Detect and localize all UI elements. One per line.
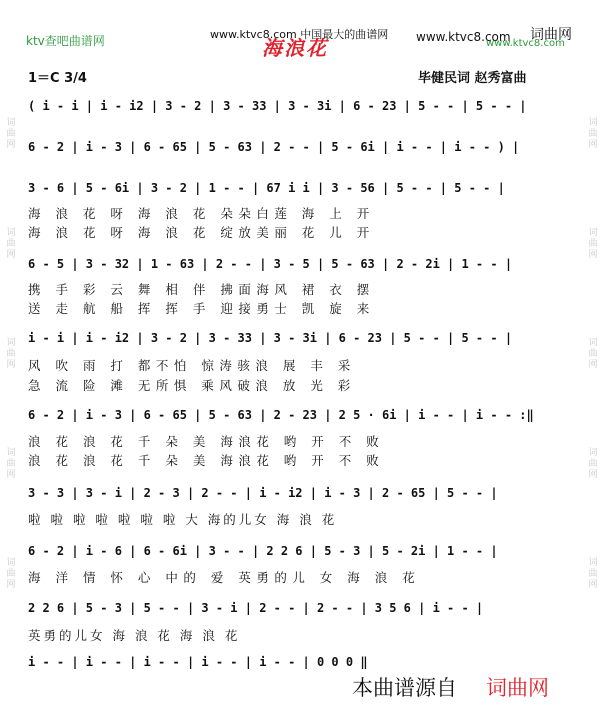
footer-source: 本曲谱源自 [352,676,457,700]
side-watermark: 词曲网 [588,338,598,370]
side-watermark: 词曲网 [6,448,16,480]
notation-row [0,650,604,674]
notation-row [0,326,604,350]
lyric-line: 浪 花 浪 花 千 朵 美 海浪花 哟 开 不 败 [28,434,385,449]
site-url-center: www.ktvc8.com 中国最大的曲谱网 [210,28,389,41]
side-watermark: 词曲网 [588,118,598,150]
lyric-line: 急 流 险 滩 无所惧 乘风破浪 放 光 彩 [28,378,356,393]
footer-brand: 词曲网 [486,676,549,700]
side-watermark: 词曲网 [6,558,16,590]
lyric-line: 海 浪 花 呀 海 浪 花 绽放美丽 花 儿 开 [28,225,375,240]
notation-text: 3 - 6 | 5 - 6i | 3 - 2 | 1 - - | 67 i i | 3 - 56 | 5 - - | 5 - - | [28,181,505,195]
notation-row [0,252,604,276]
notation-text: 6 - 2 | i - 6 | 6 - 6i | 3 - - | 2 2 6 | 5 - 3 | 5 - 2i | 1 - - | [28,544,498,558]
notation-text: 6 - 5 | 3 - 32 | 1 - 63 | 2 - - | 3 - 5 | 5 - 63 | 2 - 2i | 1 - - | [28,257,513,271]
side-watermark: 词曲网 [6,118,16,150]
side-watermark: 词曲网 [588,448,598,480]
notation-text: i - - | i - - | i - - | i - - | i - - | 0 0 0 ‖ [28,655,368,669]
lyric-line: 啦 啦 啦 啦 啦 啦 啦 大 海的儿女 海 浪 花 [28,512,338,527]
notation-text: ( i - i | i - i2 | 3 - 2 | 3 - 33 | 3 - 3i | 6 - 23 | 5 - - | 5 - - | [28,99,527,113]
url-watermark: www.ktvc8.com [486,38,565,49]
lyric-line: 浪 花 浪 花 千 朵 美 海浪花 哟 开 不 败 [28,453,385,468]
key-signature: 1＝C 3/4 [28,71,87,86]
side-watermark: 词曲网 [6,338,16,370]
site-name-left: ktv查吧曲谱网 [26,34,105,48]
notation-row [0,176,604,200]
notation-row [0,135,604,159]
song-title: 海浪花 [262,36,328,60]
notation-row [0,539,604,563]
notation-text: 6 - 2 | i - 3 | 6 - 65 | 5 - 63 | 2 - 23 | 2 5 · 6i | i - - | i - - :‖ [28,408,534,422]
lyric-line: 海 浪 花 呀 海 浪 花 朵朵白莲 海 上 开 [28,206,375,221]
notation-text: i - i | i - i2 | 3 - 2 | 3 - 33 | 3 - 3i | 6 - 23 | 5 - - | 5 - - | [28,331,513,345]
notation-row [0,481,604,505]
side-watermark: 词曲网 [588,558,598,590]
lyric-line: 海 洋 情 怀 心 中的 爱 英勇的儿 女 海 浪 花 [28,570,421,585]
side-watermark: 词曲网 [588,228,598,260]
notation-text: 2 2 6 | 5 - 3 | 5 - - | 3 - i | 2 - - | 2 - - | 3 5 6 | i - - | [28,601,484,615]
side-watermark: 词曲网 [6,228,16,260]
notation-text: 6 - 2 | i - 3 | 6 - 65 | 5 - 63 | 2 - - | 5 - 6i | i - - | i - - ) | [28,140,520,154]
lyric-line: 风 吹 雨 打 都不怕 惊涛骇浪 展 丰 采 [28,358,356,373]
lyric-line: 送 走 航 船 挥 挥 手 迎接勇士 凯 旋 来 [28,301,375,316]
brand-right: 词曲网 [530,27,572,43]
notation-text: 3 - 3 | 3 - i | 2 - 3 | 2 - - | i - i2 | i - 3 | 2 - 65 | 5 - - | [28,486,498,500]
notation-row [0,403,604,427]
lyric-line: 携 手 彩 云 舞 相 伴 拂面海风 裙 衣 摆 [28,282,375,297]
lyric-line: 英勇的儿女 海 浪 花 海 浪 花 [28,628,241,643]
notation-row [0,596,604,620]
site-url-right: www.ktvc8.com [416,30,511,44]
notation-row [0,94,604,118]
song-credits: 毕健民词 赵秀富曲 [418,71,527,86]
